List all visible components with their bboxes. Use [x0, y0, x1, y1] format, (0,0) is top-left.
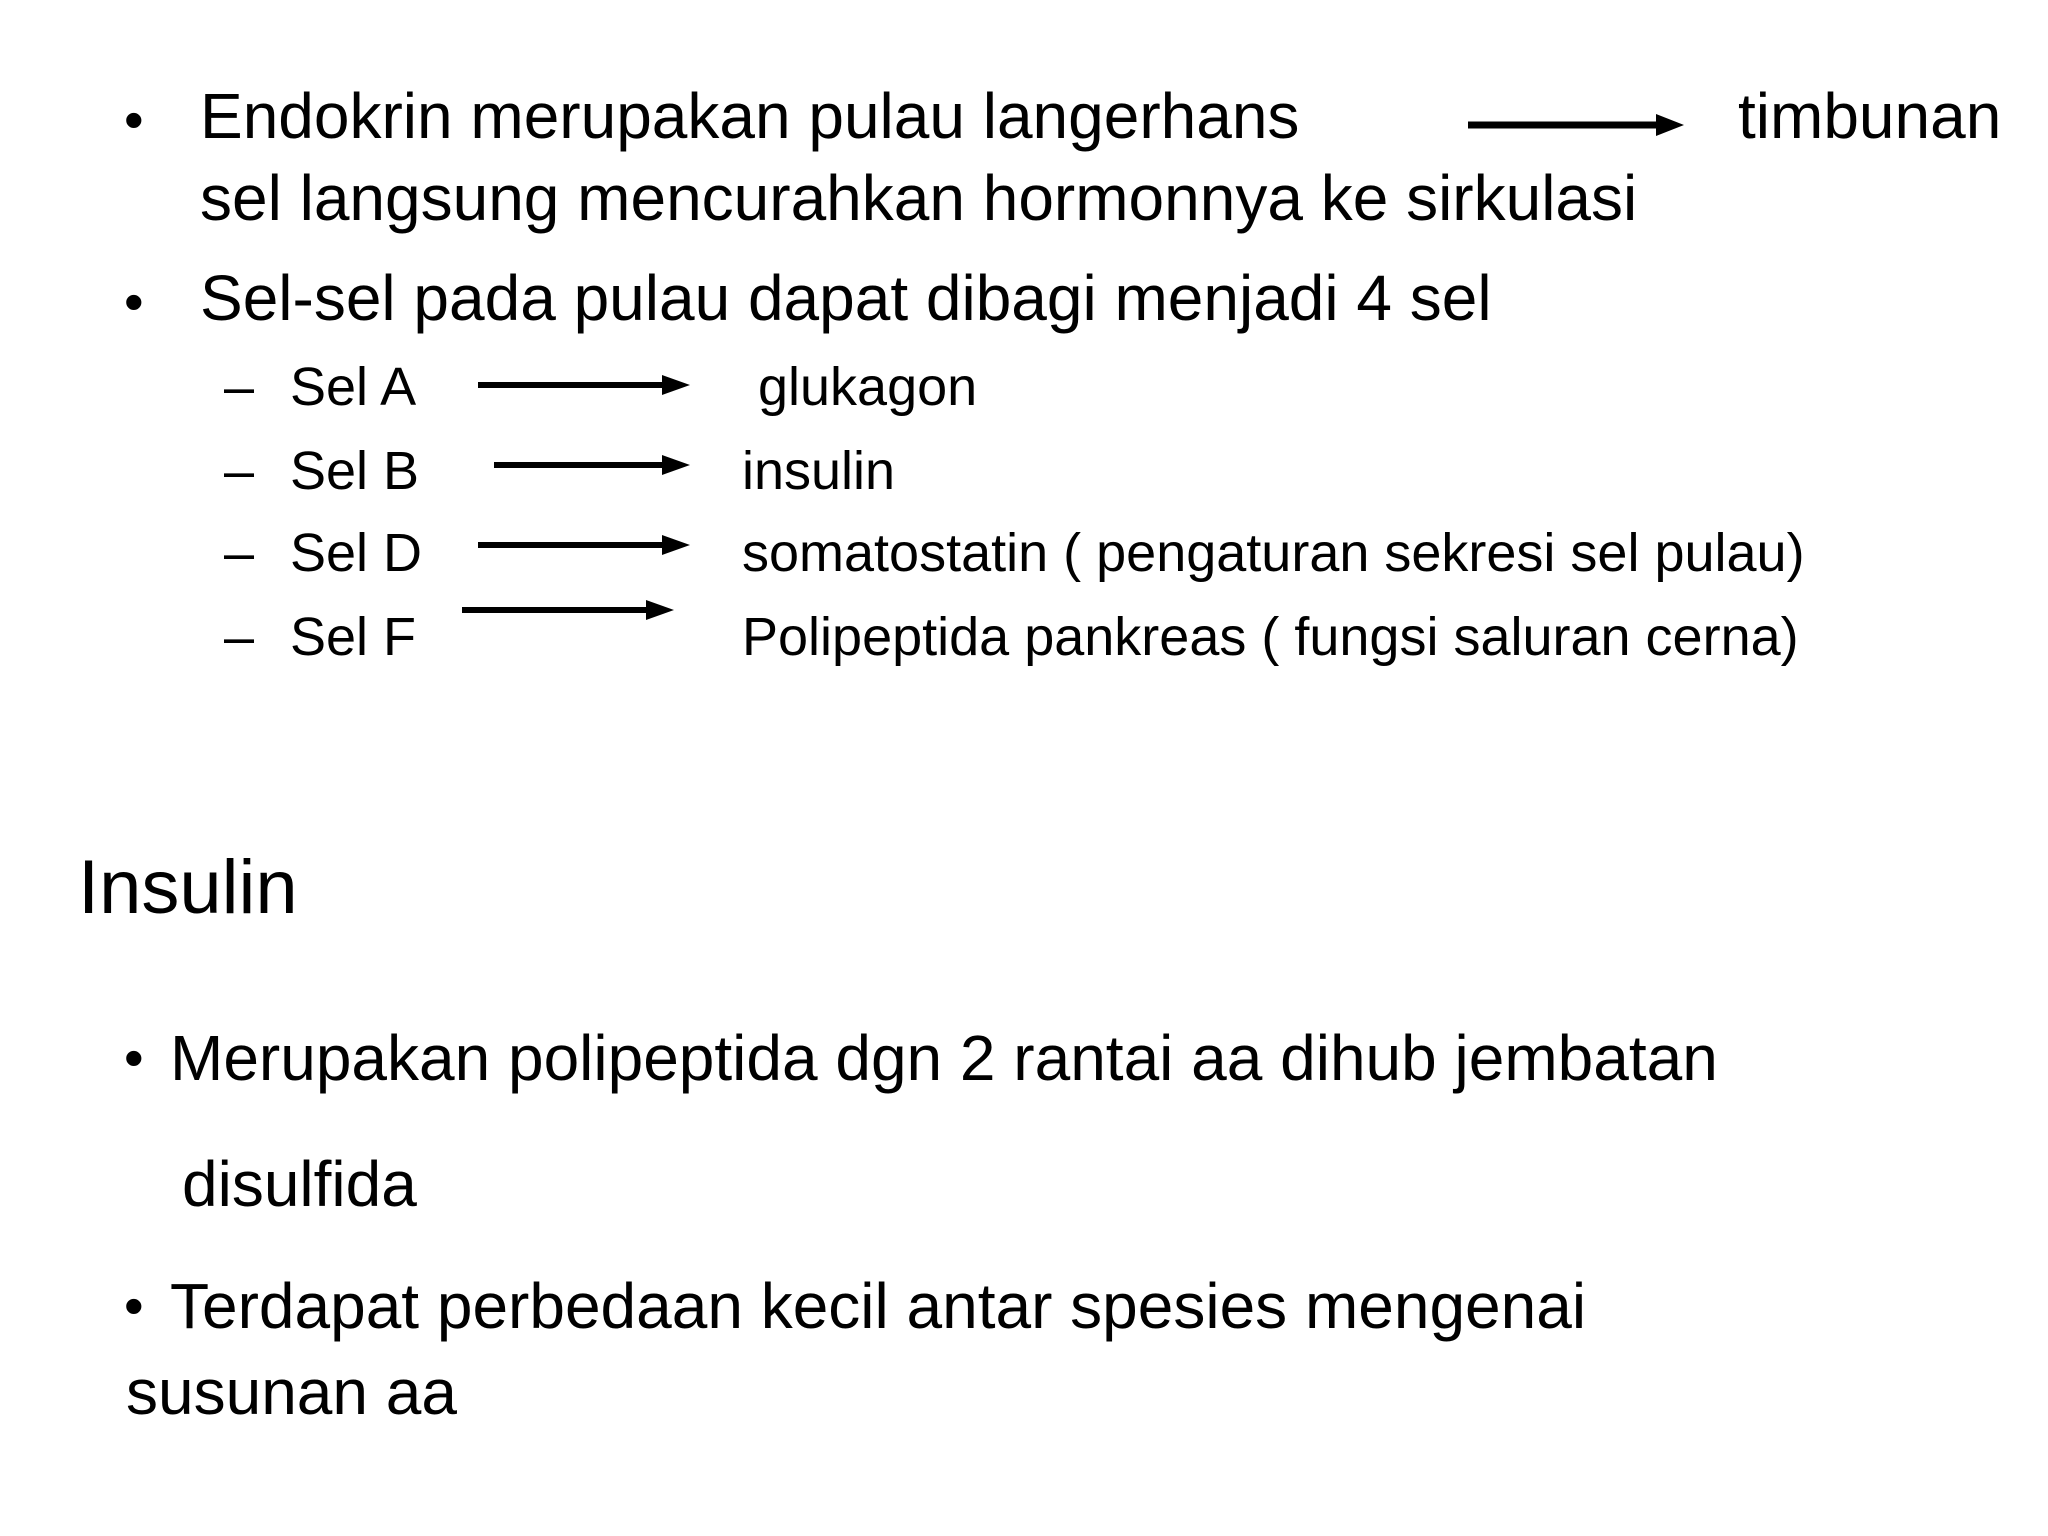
bullet-marker: • [124, 270, 144, 333]
dash-marker: – [224, 523, 255, 583]
right-arrow-icon [478, 373, 690, 397]
section-title: Insulin [78, 845, 298, 930]
cell-label: Sel F [290, 607, 417, 667]
bullet1-line1: Endokrin merupakan pulau langerhans [200, 80, 1300, 152]
bullet1-line1-right: timbunan [1738, 80, 2002, 152]
bullet2-text: Sel-sel pada pulau dapat dibagi menjadi 4 sel [200, 262, 1492, 334]
bullet-marker: • [124, 1274, 144, 1337]
insulin-bullet1-line2: disulfida [182, 1148, 417, 1220]
hormone-label: somatostatin ( pengaturan sekresi sel pulau) [742, 523, 1805, 583]
insulin-bullet2-line2: susunan aa [126, 1356, 457, 1428]
bullet-marker: • [124, 1026, 144, 1089]
cell-label: Sel A [290, 357, 417, 417]
cell-label: Sel D [290, 523, 423, 583]
right-arrow-icon [1468, 112, 1684, 138]
bullet1-line2: sel langsung mencurahkan hormonnya ke sirkulasi [200, 162, 1638, 234]
dash-marker: – [224, 607, 255, 667]
hormone-label: glukagon [758, 357, 978, 417]
dash-marker: – [224, 357, 255, 417]
hormone-label: Polipeptida pankreas ( fungsi saluran cerna) [742, 607, 1799, 667]
insulin-bullet2-line1: Terdapat perbedaan kecil antar spesies mengenai [170, 1270, 1587, 1342]
cell-label: Sel B [290, 441, 420, 501]
bullet-marker: • [124, 88, 144, 151]
right-arrow-icon [494, 453, 690, 477]
hormone-label: insulin [742, 441, 896, 501]
insulin-bullet1-line1: Merupakan polipeptida dgn 2 rantai aa dihub jembatan [170, 1022, 1718, 1094]
right-arrow-icon [478, 533, 690, 557]
dash-marker: – [224, 441, 255, 501]
right-arrow-icon [462, 598, 674, 622]
